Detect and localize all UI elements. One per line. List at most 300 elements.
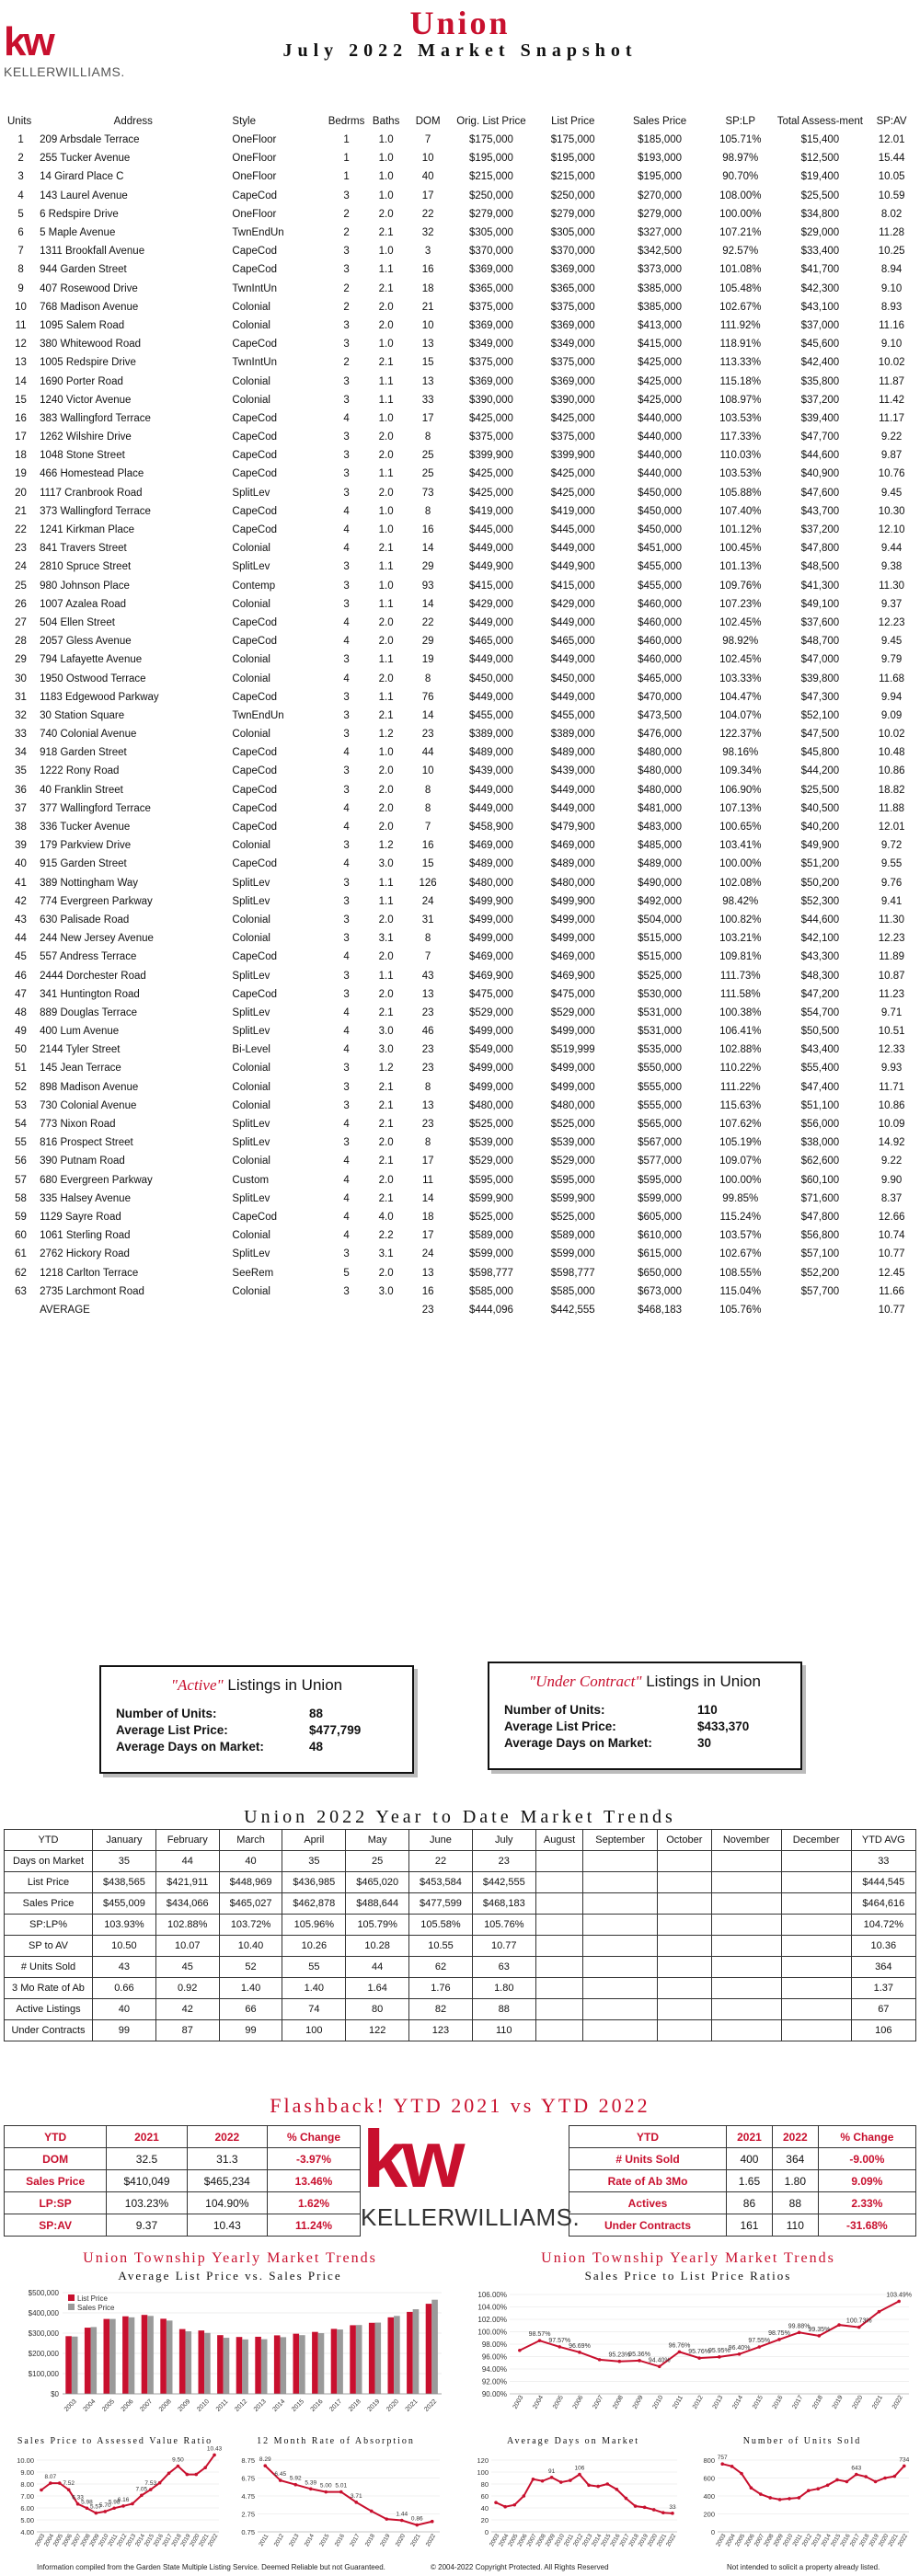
x-tick-label: 2005: [552, 2394, 565, 2410]
table-cell: 37: [15, 802, 27, 814]
data-point: [864, 2475, 868, 2478]
table-cell: 3.0: [378, 1026, 394, 1038]
table-cell: $449,000: [468, 543, 513, 555]
table-cell: 11.30: [879, 914, 905, 926]
y-tick-label: $300,000: [28, 2329, 59, 2338]
table-cell: 108.55%: [719, 1267, 762, 1279]
ytd-cell: [711, 1936, 781, 1957]
ytd-cell: $434,066: [155, 1893, 219, 1915]
table-cell: 2: [343, 357, 350, 369]
table-cell: CapeCod: [232, 951, 278, 963]
x-tick-label: 2017: [328, 2398, 344, 2413]
ytd-cell: $444,545: [851, 1872, 915, 1893]
table-cell: $425,000: [468, 487, 513, 499]
bar-sales-price: [299, 2335, 305, 2394]
x-tick-label: 2005: [507, 2533, 520, 2548]
table-cell: 106.41%: [719, 1026, 762, 1038]
table-cell: $37,600: [800, 616, 840, 628]
data-point: [177, 2465, 180, 2468]
table-cell: 29: [421, 561, 434, 573]
table-cell: 126: [419, 877, 437, 889]
chart-section-header-right: Union Township Yearly Market Trends: [541, 2250, 835, 2266]
data-point: [86, 2506, 89, 2510]
y-tick-label: 0: [484, 2528, 489, 2536]
x-tick-label: 2014: [820, 2533, 833, 2548]
table-cell: $40,200: [800, 822, 840, 834]
ytd-cell: [535, 1936, 583, 1957]
table-cell: $19,400: [800, 171, 840, 183]
data-point: [720, 2462, 724, 2466]
y-tick-label: 8.75: [241, 2456, 255, 2465]
table-row: [7, 167, 918, 186]
table-cell: 17: [421, 190, 434, 201]
table-cell: Colonial: [232, 1081, 270, 1093]
table-cell: 3.1: [378, 1248, 394, 1260]
table-cell: 3: [343, 765, 350, 777]
data-point: [661, 2511, 665, 2514]
table-cell: CapeCod: [232, 636, 278, 648]
ytd-row: [5, 1893, 916, 1915]
table-cell: 107.13%: [719, 802, 762, 814]
data-point: [400, 2519, 404, 2523]
table-row: [7, 502, 918, 521]
table-cell: $425,000: [638, 394, 683, 406]
table-cell: 25: [421, 468, 434, 480]
table-cell: $599,900: [468, 1192, 513, 1204]
table-cell: $499,000: [550, 1026, 595, 1038]
table-cell: Colonial: [232, 673, 270, 684]
table-cell: 10.74: [878, 1230, 905, 1242]
table-cell: $555,000: [638, 1099, 683, 1111]
table-cell: 12.10: [878, 524, 905, 536]
table-cell: 40: [421, 171, 434, 183]
y-tick-label: 106.00%: [477, 2291, 507, 2299]
table-cell: 9.90: [880, 1174, 903, 1186]
table-cell: $389,000: [468, 729, 513, 741]
table-cell: $489,000: [468, 858, 513, 870]
table-row: [7, 1226, 918, 1245]
table-cell: $595,000: [550, 1174, 595, 1186]
bar-sales-price: [318, 2333, 325, 2394]
table-cell: 23: [421, 1063, 434, 1075]
table-cell: 108.97%: [719, 394, 762, 406]
x-tick-label: 2018: [363, 2533, 377, 2548]
table-cell: $525,000: [550, 1119, 595, 1131]
data-point: [798, 2331, 801, 2335]
table-cell: $480,000: [550, 1099, 595, 1111]
data-point: [718, 2355, 721, 2359]
table-cell: $175,000: [550, 134, 595, 146]
table-cell: 3: [343, 877, 350, 889]
x-tick-label: 2016: [333, 2533, 347, 2548]
data-label: 99.35%: [808, 2326, 831, 2333]
table-cell: $450,000: [550, 673, 595, 684]
table-cell: 2.0: [378, 1267, 394, 1279]
data-label: 0.86: [410, 2515, 423, 2523]
x-tick-label: 2019: [831, 2394, 845, 2410]
table-cell: 794 Lafayette Avenue: [40, 654, 143, 666]
table-cell: Colonial: [232, 1099, 270, 1111]
table-cell: 11.66: [879, 1285, 905, 1297]
table-cell: 26: [15, 598, 27, 610]
table-cell: $57,100: [800, 1248, 840, 1260]
table-cell: $370,000: [550, 246, 595, 258]
y-tick-label: 400: [703, 2492, 715, 2501]
table-cell: 3: [343, 970, 350, 982]
table-cell: 3.1: [378, 933, 394, 945]
x-tick-label: 2010: [651, 2394, 665, 2410]
table-cell: 4: [343, 636, 350, 648]
x-tick-label: 2021: [404, 2398, 420, 2413]
flashback-cell: 2.33%: [818, 2192, 915, 2214]
table-cell: 1.2: [378, 1063, 394, 1075]
data-label: 5.92: [289, 2475, 302, 2482]
bar-list-price: [65, 2336, 72, 2394]
table-cell: $52,300: [800, 895, 840, 907]
ytd-cell: February: [155, 1830, 219, 1851]
table-row: [7, 966, 918, 984]
ytd-cell: 1.64: [346, 1978, 409, 1999]
table-cell: 2.1: [378, 1192, 394, 1204]
table-cell: 5 Maple Avenue: [40, 227, 116, 239]
table-cell: 1.0: [378, 505, 394, 517]
table-row: [7, 1245, 918, 1263]
x-tick-label: 2013: [811, 2533, 823, 2548]
ytd-cell: October: [657, 1830, 711, 1851]
x-tick-label: 2007: [70, 2533, 83, 2548]
table-cell: CapeCod: [232, 616, 278, 628]
x-tick-label: 2015: [830, 2533, 843, 2548]
data-label: 33: [669, 2503, 676, 2511]
data-label: 757: [717, 2455, 728, 2462]
table-cell: 2.0: [378, 301, 394, 313]
table-cell: $567,000: [638, 1137, 683, 1149]
ytd-cell: Active Listings: [5, 1999, 93, 2020]
table-row: [7, 465, 918, 483]
x-tick-label: 2003: [489, 2533, 501, 2548]
table-cell: 341 Huntington Road: [40, 988, 140, 1000]
table-row: [7, 280, 918, 298]
table-cell: 1: [17, 134, 24, 146]
table-cell: Contemp: [232, 580, 276, 592]
table-cell: 2.1: [378, 1006, 394, 1018]
table-cell: $175,000: [468, 134, 513, 146]
data-point: [874, 2480, 878, 2484]
x-tick-label: 2016: [309, 2398, 325, 2413]
table-cell: OneFloor: [232, 171, 277, 183]
table-cell: $41,300: [800, 580, 840, 592]
table-row: [7, 781, 918, 799]
table-cell: $469,900: [468, 970, 513, 982]
chart-title-dom: Average Days on Market: [506, 2436, 640, 2446]
table-cell: 58: [15, 1192, 27, 1204]
table-row: [7, 428, 918, 446]
table-cell: Colonial: [232, 394, 270, 406]
table-cell: 143 Laurel Avenue: [40, 190, 128, 201]
ytd-cell: YTD AVG: [851, 1830, 915, 1851]
table-cell: 3: [343, 450, 350, 462]
table-cell: 115.24%: [719, 1211, 762, 1223]
table-cell: 19: [15, 468, 27, 480]
y-tick-label: 102.00%: [477, 2316, 507, 2324]
table-cell: 103.41%: [719, 840, 762, 852]
table-cell: 1218 Carlton Terrace: [40, 1267, 139, 1279]
chart-days-on-market: [467, 2451, 681, 2559]
table-cell: 50: [15, 1044, 27, 1056]
col-header: Baths: [372, 116, 400, 127]
table-cell: Bi-Level: [232, 1044, 270, 1056]
ytd-cell: $455,009: [93, 1893, 156, 1915]
flashback-cell: DOM: [5, 2148, 107, 2170]
table-cell: 2.1: [378, 282, 394, 294]
ytd-cell: $438,565: [93, 1872, 156, 1893]
ytd-cell: [711, 1893, 781, 1915]
table-cell: $279,000: [638, 208, 683, 220]
table-cell: 8.37: [880, 1192, 903, 1204]
page-title: Union: [409, 5, 511, 41]
table-cell: 62: [15, 1267, 27, 1279]
table-cell: 98.42%: [722, 895, 759, 907]
table-cell: 8: [424, 784, 431, 796]
table-cell: $51,200: [800, 858, 840, 870]
table-cell: 103.57%: [719, 1230, 762, 1242]
table-cell: CapeCod: [232, 339, 278, 351]
table-cell: CapeCod: [232, 784, 278, 796]
table-cell: $449,000: [550, 616, 595, 628]
table-cell: $56,000: [800, 1119, 840, 1131]
table-row: [7, 650, 918, 669]
table-row: [7, 1133, 918, 1152]
table-cell: 29: [15, 654, 27, 666]
table-cell: $413,000: [638, 319, 683, 331]
table-cell: $599,900: [550, 1192, 595, 1204]
table-cell: 944 Garden Street: [40, 264, 127, 276]
x-tick-label: 2012: [272, 2533, 286, 2548]
x-tick-label: 2011: [258, 2533, 270, 2548]
table-cell: 12.23: [878, 933, 905, 945]
bar-sales-price: [242, 2340, 248, 2394]
x-tick-label: 2004: [498, 2533, 511, 2548]
table-row: [7, 911, 918, 929]
table-cell: 1.1: [378, 691, 394, 703]
table-cell: $480,000: [638, 747, 683, 759]
table-cell: $469,000: [468, 951, 513, 963]
ytd-cell: 10.55: [409, 1936, 473, 1957]
table-cell: SplitLev: [232, 877, 270, 889]
chart-absorption: [230, 2451, 443, 2559]
table-cell: 7: [424, 951, 431, 963]
table-cell: $515,000: [638, 933, 683, 945]
table-cell: $185,000: [638, 134, 683, 146]
table-cell: 105.88%: [719, 487, 762, 499]
data-point: [625, 2497, 628, 2501]
ytd-cell: $436,985: [282, 1872, 346, 1893]
table-cell: 255 Tucker Avenue: [40, 153, 131, 165]
table-cell: $43,400: [800, 1044, 840, 1056]
table-cell: 9.71: [880, 1006, 903, 1018]
table-cell: $49,100: [800, 598, 840, 610]
table-cell: 373 Wallingford Terrace: [40, 505, 151, 517]
table-cell: 3: [343, 729, 350, 741]
y-tick-label: 100: [477, 2468, 489, 2477]
table-cell: $369,000: [468, 264, 513, 276]
table-cell: $47,500: [800, 729, 840, 741]
table-cell: 1.0: [378, 580, 394, 592]
table-cell: 2.1: [378, 709, 394, 721]
data-label: 5.57: [90, 2503, 102, 2511]
flashback-row: [5, 2148, 361, 2170]
table-row: [7, 298, 918, 316]
ytd-cell: [657, 1893, 711, 1915]
table-cell: 9.93: [880, 1063, 903, 1075]
bar-sales-price: [374, 2323, 381, 2394]
table-cell: $425,000: [550, 412, 595, 424]
data-point: [845, 2480, 849, 2484]
table-cell: 3.0: [378, 1044, 394, 1056]
table-cell: 9.87: [880, 450, 903, 462]
table-row: [7, 242, 918, 260]
table-cell: 1.0: [378, 171, 394, 183]
data-point: [596, 2485, 600, 2489]
table-cell: $445,000: [550, 524, 595, 536]
x-tick-label: 2021: [198, 2533, 211, 2548]
table-cell: 18: [421, 282, 434, 294]
col-header: List Price: [551, 116, 595, 127]
x-tick-label: 2008: [612, 2394, 625, 2410]
data-point: [167, 2472, 171, 2476]
table-cell: 841 Travers Street: [40, 543, 127, 555]
chart-title-units-sold: Number of Units Sold: [742, 2436, 862, 2446]
table-cell: 45: [15, 951, 27, 963]
table-cell: 1240 Victor Avenue: [40, 394, 132, 406]
table-cell: 209 Arbsdale Terrace: [40, 134, 140, 146]
ytd-cell: 10.07: [155, 1936, 219, 1957]
data-point: [897, 2300, 901, 2304]
table-cell: Colonial: [232, 301, 270, 313]
table-cell: 504 Ellen Street: [40, 616, 115, 628]
table-cell: 107.21%: [719, 227, 762, 239]
ytd-cell: April: [282, 1830, 346, 1851]
table-cell: 16: [421, 264, 434, 276]
table-cell: 43: [421, 970, 434, 982]
table-cell: 2.0: [378, 431, 394, 443]
table-cell: 110.22%: [719, 1063, 762, 1075]
table-cell: 101.13%: [719, 561, 762, 573]
data-label: 100.73%: [845, 2317, 872, 2325]
table-cell: 1241 Kirkman Place: [40, 524, 134, 536]
ytd-cell: 33: [851, 1851, 915, 1872]
table-cell: 12.66: [878, 1211, 905, 1223]
table-cell: $37,200: [800, 394, 840, 406]
x-tick-label: 2003: [512, 2394, 525, 2410]
bar-list-price: [236, 2337, 243, 2394]
x-tick-label: 2005: [101, 2398, 117, 2413]
flashback-cell: YTD: [569, 2126, 727, 2148]
active-listings-box: [99, 1665, 414, 1774]
table-cell: 2.0: [378, 1137, 394, 1149]
flashback-row: [569, 2214, 916, 2237]
table-cell: $599,000: [550, 1248, 595, 1260]
table-cell: 3: [343, 339, 350, 351]
table-cell: $440,000: [638, 450, 683, 462]
bar-list-price: [407, 2312, 413, 2394]
flashback-cell: $465,234: [187, 2170, 267, 2192]
table-cell: $673,000: [638, 1285, 683, 1297]
table-cell: 335 Halsey Avenue: [40, 1192, 131, 1204]
table-cell: 13: [15, 357, 27, 369]
table-cell: 1.0: [378, 190, 394, 201]
table-row: [7, 743, 918, 762]
table-row: [7, 1097, 918, 1115]
table-cell: 380 Whitewood Road: [40, 339, 142, 351]
table-cell: 107.62%: [719, 1119, 762, 1131]
ytd-cell: 80: [346, 1999, 409, 2020]
table-cell: $529,000: [550, 1006, 595, 1018]
ytd-cell: $442,555: [472, 1872, 535, 1893]
table-cell: 2.1: [378, 543, 394, 555]
table-row: [7, 818, 918, 836]
table-cell: 4: [343, 1119, 350, 1131]
x-tick-label: 2011: [107, 2533, 120, 2548]
table-cell: 100.45%: [719, 543, 762, 555]
average-spav: 10.77: [878, 1304, 905, 1316]
table-cell: 111.58%: [719, 988, 761, 1000]
ytd-row: [5, 1978, 916, 1999]
x-tick-label: 2018: [347, 2398, 362, 2413]
bar-list-price: [387, 2317, 394, 2394]
table-cell: 680 Evergreen Parkway: [40, 1174, 153, 1186]
x-tick-label: 2017: [618, 2533, 631, 2548]
table-cell: $375,000: [550, 357, 595, 369]
table-cell: 105.19%: [719, 1137, 762, 1149]
data-label: 5.70: [98, 2501, 111, 2509]
table-row: [7, 1078, 918, 1097]
table-cell: $485,000: [638, 840, 683, 852]
table-cell: $489,000: [468, 747, 513, 759]
table-cell: 111.92%: [719, 319, 761, 331]
table-cell: $539,000: [550, 1137, 595, 1149]
table-cell: $35,800: [800, 375, 840, 387]
ytd-cell: [535, 2020, 583, 2041]
ytd-cell: [535, 1893, 583, 1915]
table-cell: $48,300: [800, 970, 840, 982]
ytd-cell: [583, 1893, 657, 1915]
table-cell: 1.1: [378, 375, 394, 387]
table-cell: 3: [343, 1248, 350, 1260]
y-tick-label: 20: [480, 2516, 489, 2524]
under-contract-box: [488, 1662, 802, 1770]
table-cell: 36: [15, 784, 27, 796]
data-point: [878, 2310, 881, 2314]
table-cell: 3: [343, 1137, 350, 1149]
table-cell: 4: [343, 524, 350, 536]
table-cell: 17: [421, 1230, 434, 1242]
table-cell: CapeCod: [232, 505, 278, 517]
x-tick-label: 2006: [516, 2533, 529, 2548]
table-cell: 2.0: [378, 914, 394, 926]
table-cell: 76: [421, 691, 434, 703]
table-cell: 1.0: [378, 134, 394, 146]
table-cell: 816 Prospect Street: [40, 1137, 133, 1149]
table-row: [7, 725, 918, 743]
table-cell: 3: [343, 933, 350, 945]
y-tick-label: 7.00: [20, 2492, 34, 2501]
table-cell: 1311 Brookfall Avenue: [40, 246, 145, 258]
ytd-row: [5, 1851, 916, 1872]
flashback-cell: 11.24%: [268, 2214, 361, 2237]
table-cell: $489,000: [550, 858, 595, 870]
table-cell: 389 Nottingham Way: [40, 877, 139, 889]
